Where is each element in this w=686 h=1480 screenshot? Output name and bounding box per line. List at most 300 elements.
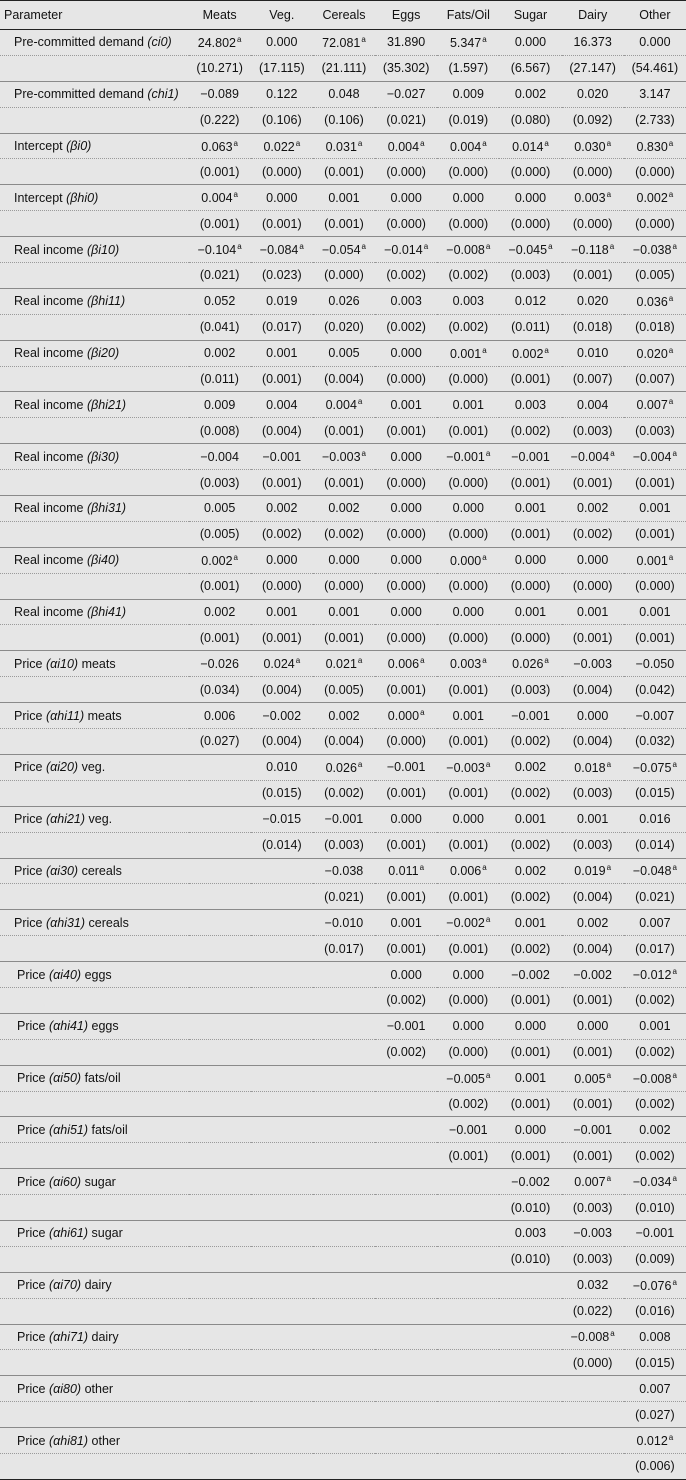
- estimate-cell: 0.000$^a$: [375, 703, 437, 729]
- estimate-cell: 0.000$^a$: [437, 547, 499, 573]
- standard-error-cell: [251, 884, 313, 910]
- standard-error-cell: (0.000): [562, 1350, 624, 1376]
- standard-error-cell: (0.000): [437, 573, 499, 599]
- significance-marker: a: [668, 345, 674, 355]
- standard-error-cell: [313, 1143, 375, 1169]
- table-row-standard-error: [0, 573, 686, 599]
- parameter-symbol: (βhi0): [66, 190, 99, 205]
- table-row-standard-error: [0, 884, 686, 910]
- standard-error-cell: (0.000): [375, 521, 437, 547]
- estimate-cell: 0.000: [562, 547, 624, 573]
- significance-marker: a: [482, 552, 487, 562]
- table-row-standard-error: [0, 729, 686, 755]
- header-row: [0, 1, 686, 30]
- estimate-cell: 0.000: [437, 1013, 499, 1039]
- estimate-cell: 0.000: [375, 444, 437, 470]
- standard-error-cell: (0.016): [624, 1298, 686, 1324]
- standard-error-cell: (0.002): [437, 1091, 499, 1117]
- parameter-symbol: (αhi31): [45, 915, 86, 930]
- estimate-cell: [437, 1376, 499, 1402]
- standard-error-cell: [437, 1350, 499, 1376]
- estimate-cell: 0.007: [624, 910, 686, 936]
- significance-marker: a: [610, 1329, 615, 1339]
- standard-error-cell: (0.005): [313, 677, 375, 703]
- standard-error-cell: (0.015): [624, 780, 686, 806]
- parameter-symbol: (αi20): [45, 760, 79, 775]
- standard-error-cell: [251, 1039, 313, 1065]
- estimate-cell: [189, 1013, 251, 1039]
- estimate-cell: −0.076$^a$: [624, 1272, 686, 1298]
- significance-marker: a: [668, 1433, 674, 1443]
- standard-error-cell: (0.020): [313, 314, 375, 340]
- standard-error-cell: (0.001): [313, 418, 375, 444]
- table-row: [0, 1013, 686, 1039]
- estimate-cell: 0.001: [437, 703, 499, 729]
- parameter-label: Real income (βhi21): [0, 392, 189, 418]
- table-row: [0, 1324, 686, 1350]
- estimate-cell: 0.000: [375, 496, 437, 522]
- estimate-cell: 0.000: [499, 30, 561, 56]
- standard-error-cell: [189, 1402, 251, 1428]
- estimate-cell: 0.030$^a$: [562, 133, 624, 159]
- estimate-cell: −0.104$^a$: [189, 237, 251, 263]
- standard-error-cell: (0.001): [499, 366, 561, 392]
- standard-error-cell: (17.115): [251, 55, 313, 81]
- estimate-cell: 0.004$^a$: [437, 133, 499, 159]
- standard-error-cell: (0.002): [562, 521, 624, 547]
- estimate-cell: −0.001: [499, 703, 561, 729]
- significance-marker: a: [419, 863, 425, 873]
- significance-marker: a: [482, 34, 487, 44]
- standard-error-cell: [437, 1298, 499, 1324]
- estimate-cell: −0.054$^a$: [313, 237, 375, 263]
- estimate-cell: 0.018$^a$: [562, 754, 624, 780]
- parameter-symbol: (ci0): [147, 35, 172, 50]
- estimate-cell: 0.002: [499, 81, 561, 107]
- estimate-cell: −0.003$^a$: [437, 754, 499, 780]
- estimate-cell: −0.014$^a$: [375, 237, 437, 263]
- standard-error-cell: (0.000): [624, 211, 686, 237]
- estimate-cell: 0.020: [562, 288, 624, 314]
- estimate-cell: −0.001: [251, 444, 313, 470]
- standard-error-cell: (0.021): [313, 884, 375, 910]
- significance-marker: a: [672, 1277, 677, 1287]
- empty-label-cell: [0, 884, 189, 910]
- estimate-cell: 0.052: [189, 288, 251, 314]
- estimate-cell: [375, 1220, 437, 1246]
- standard-error-cell: (0.222): [189, 107, 251, 133]
- table-row-standard-error: [0, 263, 686, 289]
- standard-error-cell: (0.006): [624, 1453, 686, 1479]
- significance-marker: a: [672, 863, 677, 873]
- estimate-cell: [251, 1065, 313, 1091]
- standard-error-cell: [313, 1039, 375, 1065]
- estimate-cell: 0.009: [437, 81, 499, 107]
- estimate-cell: 0.001: [499, 806, 561, 832]
- estimate-cell: 0.048: [313, 81, 375, 107]
- standard-error-cell: [313, 1298, 375, 1324]
- estimate-cell: 0.002$^a$: [624, 185, 686, 211]
- significance-marker: a: [672, 242, 677, 252]
- estimate-cell: [251, 858, 313, 884]
- significance-marker: a: [668, 552, 674, 562]
- estimate-cell: [251, 1220, 313, 1246]
- estimate-cell: 0.020: [562, 81, 624, 107]
- standard-error-cell: (0.000): [437, 366, 499, 392]
- parameter-label: Price (αhi51) fats/oil: [0, 1117, 189, 1143]
- estimate-cell: −0.001: [375, 754, 437, 780]
- parameter-label: Real income (βi40): [0, 547, 189, 573]
- column-header-cereals: Cereals: [313, 1, 375, 30]
- standard-error-cell: [375, 1350, 437, 1376]
- estimate-cell: −0.118$^a$: [562, 237, 624, 263]
- table-row: [0, 1220, 686, 1246]
- estimate-cell: 0.003$^a$: [562, 185, 624, 211]
- estimate-cell: 0.020$^a$: [624, 340, 686, 366]
- estimate-cell: 0.001: [499, 599, 561, 625]
- estimate-cell: [375, 1065, 437, 1091]
- estimate-cell: 0.007$^a$: [562, 1169, 624, 1195]
- parameter-symbol: (αhi61): [48, 1226, 89, 1241]
- standard-error-cell: (0.017): [624, 936, 686, 962]
- estimate-cell: 0.000: [251, 185, 313, 211]
- significance-marker: a: [295, 138, 301, 148]
- standard-error-cell: (0.001): [313, 211, 375, 237]
- standard-error-cell: [189, 1195, 251, 1221]
- standard-error-cell: (0.000): [375, 729, 437, 755]
- standard-error-cell: (0.004): [251, 418, 313, 444]
- estimate-cell: 0.002: [189, 340, 251, 366]
- standard-error-cell: (0.000): [624, 159, 686, 185]
- estimate-cell: 0.000: [499, 1013, 561, 1039]
- standard-error-cell: (0.001): [437, 780, 499, 806]
- parameter-label: Price (αi50) fats/oil: [0, 1065, 189, 1091]
- standard-error-cell: [437, 1402, 499, 1428]
- estimate-cell: [189, 1376, 251, 1402]
- significance-marker: a: [606, 1174, 612, 1184]
- standard-error-cell: (0.015): [251, 780, 313, 806]
- significance-marker: a: [420, 656, 425, 666]
- empty-label-cell: [0, 677, 189, 703]
- standard-error-cell: (0.000): [499, 625, 561, 651]
- parameter-label: Intercept (βi0): [0, 133, 189, 159]
- standard-error-cell: (2.733): [624, 107, 686, 133]
- significance-marker: a: [482, 345, 487, 355]
- standard-error-cell: [499, 1298, 561, 1324]
- estimate-cell: 0.001: [624, 496, 686, 522]
- standard-error-cell: (0.003): [562, 832, 624, 858]
- estimate-cell: 0.000: [375, 599, 437, 625]
- table-row: [0, 651, 686, 677]
- estimate-cell: [251, 1117, 313, 1143]
- estimate-cell: 16.373: [562, 30, 624, 56]
- table-row-standard-error: [0, 1350, 686, 1376]
- parameter-symbol: (αhi41): [48, 1019, 89, 1034]
- standard-error-cell: (0.007): [624, 366, 686, 392]
- standard-error-cell: [375, 1091, 437, 1117]
- standard-error-cell: (0.002): [499, 936, 561, 962]
- table-row: [0, 496, 686, 522]
- parameter-label: Price (αhi41) eggs: [0, 1013, 189, 1039]
- standard-error-cell: (0.000): [562, 159, 624, 185]
- standard-error-cell: (0.001): [375, 832, 437, 858]
- estimate-cell: 0.000: [499, 547, 561, 573]
- standard-error-cell: (0.000): [437, 625, 499, 651]
- standard-error-cell: [313, 1402, 375, 1428]
- estimate-cell: 0.001: [375, 910, 437, 936]
- parameter-symbol: (αi10): [45, 656, 79, 671]
- standard-error-cell: [251, 1143, 313, 1169]
- significance-marker: a: [668, 293, 674, 303]
- column-header-dairy: Dairy: [562, 1, 624, 30]
- column-header-parameter: Parameter: [0, 1, 189, 30]
- parameter-symbol: (αhi51): [48, 1122, 89, 1137]
- empty-label-cell: [0, 780, 189, 806]
- estimate-cell: [189, 1220, 251, 1246]
- table-row: [0, 185, 686, 211]
- table-row: [0, 288, 686, 314]
- estimate-cell: −0.002: [251, 703, 313, 729]
- estimate-cell: −0.038: [313, 858, 375, 884]
- parameter-symbol: (αi30): [45, 863, 79, 878]
- parameter-symbol: (αi60): [48, 1174, 82, 1189]
- estimate-cell: 0.001: [624, 1013, 686, 1039]
- table-row-standard-error: [0, 521, 686, 547]
- estimate-cell: 0.003: [499, 1220, 561, 1246]
- standard-error-cell: [375, 1195, 437, 1221]
- estimate-cell: 0.004: [562, 392, 624, 418]
- table-row: [0, 599, 686, 625]
- standard-error-cell: [313, 987, 375, 1013]
- parameter-label: Price (αhi81) other: [0, 1428, 189, 1454]
- estimate-cell: [499, 1428, 561, 1454]
- estimate-cell: 0.003: [375, 288, 437, 314]
- standard-error-cell: (0.000): [499, 573, 561, 599]
- empty-label-cell: [0, 314, 189, 340]
- estimate-cell: 0.001: [437, 392, 499, 418]
- estimate-cell: [499, 1376, 561, 1402]
- estimate-cell: −0.004: [189, 444, 251, 470]
- significance-marker: a: [357, 759, 363, 769]
- estimate-cell: [189, 1272, 251, 1298]
- standard-error-cell: (0.011): [499, 314, 561, 340]
- parameter-symbol: (βhi41): [86, 605, 127, 620]
- estimate-cell: [437, 1220, 499, 1246]
- estimate-cell: 0.011$^a$: [375, 858, 437, 884]
- standard-error-cell: (0.092): [562, 107, 624, 133]
- standard-error-cell: (0.000): [499, 159, 561, 185]
- estimate-cell: 0.012: [499, 288, 561, 314]
- significance-marker: a: [299, 242, 304, 252]
- standard-error-cell: (27.147): [562, 55, 624, 81]
- standard-error-cell: (10.271): [189, 55, 251, 81]
- estimate-cell: 0.001: [251, 599, 313, 625]
- standard-error-cell: (0.106): [251, 107, 313, 133]
- estimate-cell: 0.000: [562, 703, 624, 729]
- estimate-cell: [189, 754, 251, 780]
- table-row: [0, 962, 686, 988]
- significance-marker: a: [485, 759, 491, 769]
- estimate-cell: 0.122: [251, 81, 313, 107]
- estimate-cell: [313, 1376, 375, 1402]
- standard-error-cell: (0.001): [499, 1143, 561, 1169]
- estimate-cell: [562, 1376, 624, 1402]
- estimate-cell: −0.001: [313, 806, 375, 832]
- parameter-symbol: (αi40): [48, 967, 82, 982]
- estimate-cell: −0.012$^a$: [624, 962, 686, 988]
- estimate-cell: 0.008: [624, 1324, 686, 1350]
- empty-label-cell: [0, 521, 189, 547]
- column-header-veg: Veg.: [251, 1, 313, 30]
- estimate-cell: [313, 962, 375, 988]
- standard-error-cell: [375, 1298, 437, 1324]
- significance-marker: a: [672, 449, 677, 459]
- standard-error-cell: (0.001): [499, 521, 561, 547]
- standard-error-cell: (0.000): [375, 470, 437, 496]
- parameter-symbol: (αhi21): [45, 812, 86, 827]
- standard-error-cell: (0.002): [375, 987, 437, 1013]
- estimate-cell: 0.003: [437, 288, 499, 314]
- significance-marker: a: [485, 242, 491, 252]
- estimate-cell: 0.001: [499, 1065, 561, 1091]
- significance-marker: a: [672, 1070, 677, 1080]
- estimate-cell: [313, 1220, 375, 1246]
- standard-error-cell: (0.001): [251, 211, 313, 237]
- estimate-cell: 0.010: [251, 754, 313, 780]
- empty-label-cell: [0, 263, 189, 289]
- standard-error-cell: (0.000): [437, 470, 499, 496]
- estimate-cell: [189, 1065, 251, 1091]
- estimate-cell: [189, 1428, 251, 1454]
- standard-error-cell: (0.000): [499, 211, 561, 237]
- estimate-cell: 0.001: [499, 910, 561, 936]
- significance-marker: a: [485, 915, 491, 925]
- empty-label-cell: [0, 936, 189, 962]
- table-row: [0, 133, 686, 159]
- standard-error-cell: (0.001): [251, 470, 313, 496]
- estimate-cell: 0.000: [499, 185, 561, 211]
- estimate-cell: 0.003$^a$: [437, 651, 499, 677]
- parameter-label: Pre-committed demand (ci0): [0, 30, 189, 56]
- estimate-cell: 31.890: [375, 30, 437, 56]
- standard-error-cell: [313, 1350, 375, 1376]
- estimate-cell: [251, 1169, 313, 1195]
- table-row: [0, 1169, 686, 1195]
- parameter-symbol: (βi20): [86, 346, 120, 361]
- standard-error-cell: (0.002): [437, 314, 499, 340]
- standard-error-cell: (0.002): [313, 780, 375, 806]
- standard-error-cell: (0.003): [499, 677, 561, 703]
- parameter-label: Real income (βi10): [0, 237, 189, 263]
- standard-error-cell: (0.000): [562, 573, 624, 599]
- estimate-cell: 0.000: [437, 185, 499, 211]
- estimate-cell: 0.009: [189, 392, 251, 418]
- estimate-cell: 0.830$^a$: [624, 133, 686, 159]
- empty-label-cell: [0, 159, 189, 185]
- estimate-cell: 0.010: [562, 340, 624, 366]
- estimate-cell: −0.003: [562, 651, 624, 677]
- estimate-cell: 0.006: [189, 703, 251, 729]
- standard-error-cell: (0.002): [251, 521, 313, 547]
- standard-error-cell: (0.001): [562, 1091, 624, 1117]
- standard-error-cell: [251, 1298, 313, 1324]
- standard-error-cell: [437, 1195, 499, 1221]
- estimate-cell: 0.000: [437, 496, 499, 522]
- table-row: [0, 1065, 686, 1091]
- table-row-standard-error: [0, 314, 686, 340]
- standard-error-cell: (0.008): [189, 418, 251, 444]
- standard-error-cell: (0.017): [313, 936, 375, 962]
- estimate-cell: −0.001: [562, 1117, 624, 1143]
- standard-error-cell: (0.001): [562, 470, 624, 496]
- significance-marker: a: [357, 397, 363, 407]
- standard-error-cell: (0.004): [562, 729, 624, 755]
- standard-error-cell: (0.002): [437, 263, 499, 289]
- estimate-cell: 0.005$^a$: [562, 1065, 624, 1091]
- standard-error-cell: [189, 1453, 251, 1479]
- parameter-label: Real income (βhi31): [0, 496, 189, 522]
- estimate-cell: −0.084$^a$: [251, 237, 313, 263]
- standard-error-cell: (0.001): [189, 211, 251, 237]
- estimate-cell: [251, 910, 313, 936]
- standard-error-cell: (6.567): [499, 55, 561, 81]
- estimate-cell: 0.022$^a$: [251, 133, 313, 159]
- standard-error-cell: (0.000): [437, 211, 499, 237]
- standard-error-cell: (0.002): [499, 832, 561, 858]
- standard-error-cell: [251, 987, 313, 1013]
- standard-error-cell: (0.001): [251, 366, 313, 392]
- standard-error-cell: (0.003): [562, 418, 624, 444]
- estimate-cell: [375, 1376, 437, 1402]
- standard-error-cell: (0.080): [499, 107, 561, 133]
- significance-marker: a: [482, 656, 487, 666]
- estimate-cell: −0.008$^a$: [562, 1324, 624, 1350]
- empty-label-cell: [0, 1350, 189, 1376]
- standard-error-cell: [375, 1143, 437, 1169]
- parameter-symbol: (αhi71): [48, 1329, 89, 1344]
- estimate-cell: [313, 1428, 375, 1454]
- empty-label-cell: [0, 211, 189, 237]
- estimate-cell: [313, 1065, 375, 1091]
- standard-error-cell: (0.000): [313, 573, 375, 599]
- table-row-standard-error: [0, 1246, 686, 1272]
- standard-error-cell: (0.009): [624, 1246, 686, 1272]
- estimate-cell: [251, 1013, 313, 1039]
- standard-error-cell: (0.002): [624, 1039, 686, 1065]
- parameter-label: Intercept (βhi0): [0, 185, 189, 211]
- estimate-cell: [375, 1117, 437, 1143]
- standard-error-cell: (0.018): [562, 314, 624, 340]
- estimate-cell: 0.001$^a$: [437, 340, 499, 366]
- standard-error-cell: [251, 1350, 313, 1376]
- standard-error-cell: (0.000): [251, 573, 313, 599]
- significance-marker: a: [482, 863, 487, 873]
- standard-error-cell: [189, 1143, 251, 1169]
- estimate-cell: 0.002: [313, 496, 375, 522]
- standard-error-cell: (0.003): [313, 832, 375, 858]
- significance-marker: a: [357, 656, 363, 666]
- estimate-cell: −0.034$^a$: [624, 1169, 686, 1195]
- standard-error-cell: [562, 1453, 624, 1479]
- parameter-symbol: (αhi81): [48, 1433, 89, 1448]
- estimate-cell: [189, 1324, 251, 1350]
- standard-error-cell: (0.000): [375, 159, 437, 185]
- table-row-standard-error: [0, 780, 686, 806]
- empty-label-cell: [0, 107, 189, 133]
- standard-error-cell: (0.000): [251, 159, 313, 185]
- table-row-standard-error: [0, 470, 686, 496]
- empty-label-cell: [0, 625, 189, 651]
